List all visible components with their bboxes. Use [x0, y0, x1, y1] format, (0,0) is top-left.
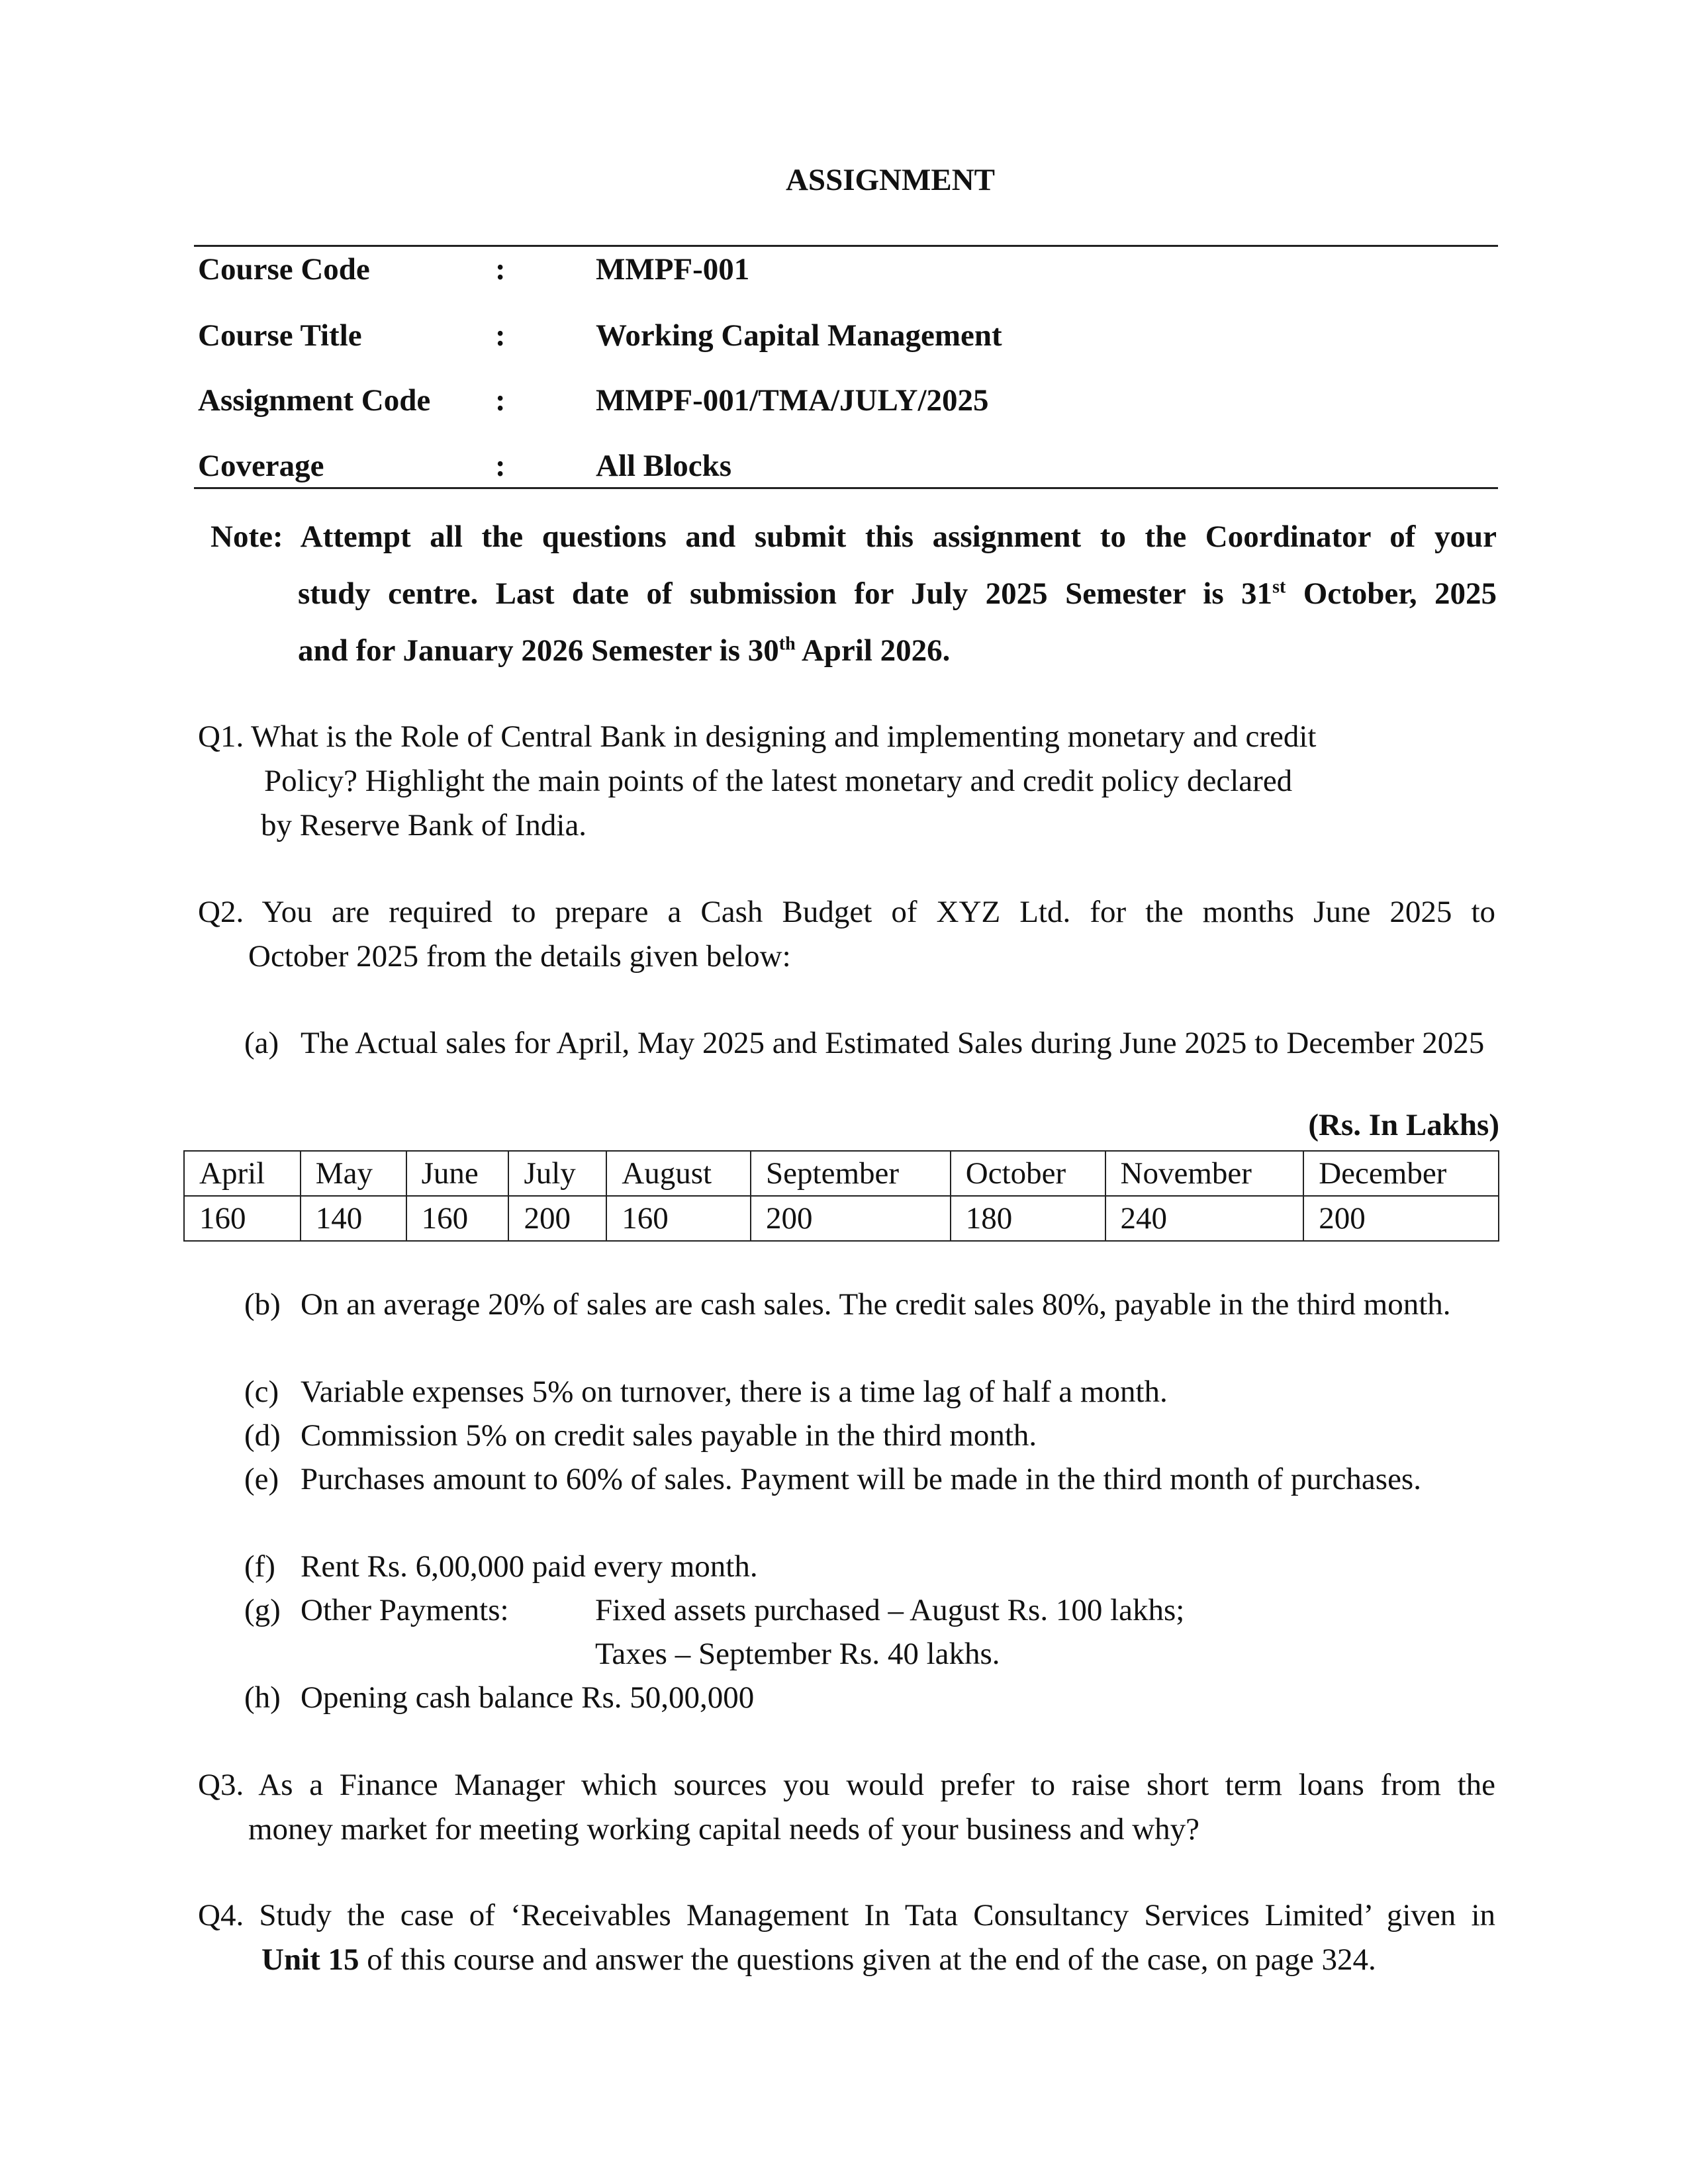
q4-line-2 [198, 1938, 1495, 1982]
unit-reference: Unit 15 [261, 1942, 359, 1977]
item-text: Purchases amount to 60% of sales. Payment will be made in the third month of purchases. [301, 1462, 1421, 1496]
item-label: (b) [244, 1287, 281, 1322]
item-label: (c) [244, 1375, 279, 1409]
q2-item-h [244, 1676, 1495, 1719]
meta-colon: : [495, 252, 506, 287]
sales-cell: 200 [1303, 1196, 1499, 1241]
q1-line-1: Q1. What is the Role of Central Bank in designing and implementing monetary and credit [198, 719, 1317, 754]
meta-label: Assignment Code [198, 383, 431, 418]
meta-course-title [198, 318, 1495, 359]
note-prefix: Note: [211, 520, 283, 554]
sales-cell: 160 [406, 1196, 509, 1241]
meta-value: All Blocks [596, 449, 732, 483]
item-label: (e) [244, 1462, 279, 1496]
other-payments-line-2: Taxes – September Rs. 40 lakhs. [595, 1637, 1000, 1671]
month-cell: October [951, 1151, 1105, 1196]
month-cell: April [184, 1151, 301, 1196]
month-cell: August [606, 1151, 751, 1196]
meta-coverage [198, 448, 1495, 489]
item-text: Commission 5% on credit sales payable in the third month. [301, 1418, 1037, 1453]
note-line-3: and for January 2026 Semester is 30 [298, 633, 779, 668]
month-cell: June [406, 1151, 509, 1196]
item-text: Rent Rs. 6,00,000 paid every month. [301, 1549, 758, 1584]
meta-label: Course Code [198, 252, 370, 287]
month-cell: September [751, 1151, 951, 1196]
meta-label: Coverage [198, 449, 324, 483]
item-text: The Actual sales for April, May 2025 and Estimated Sales during June 2025 to December 2025 [301, 1026, 1485, 1060]
item-text: Variable expenses 5% on turnover, there is a time lag of half a month. [301, 1375, 1168, 1409]
q2-item-g [244, 1588, 1495, 1676]
question-4 [198, 1893, 1495, 1982]
note-line-3-end: April 2026. [801, 633, 951, 668]
sales-cell: 200 [751, 1196, 951, 1241]
sales-cell: 160 [606, 1196, 751, 1241]
question-2 [198, 890, 1495, 979]
q2-item-e [244, 1457, 1495, 1501]
note-line-1: Attempt all the questions and submit this assignment to the Coordinator of your [300, 520, 1497, 554]
meta-colon: : [495, 449, 506, 483]
q2-line-2: October 2025 from the details given below: [248, 939, 791, 974]
meta-assignment-code [198, 383, 1495, 424]
meta-colon: : [495, 383, 506, 418]
note-superscript: st [1272, 576, 1286, 598]
item-label: (g) [244, 1593, 281, 1627]
sales-table [183, 1150, 1499, 1242]
meta-colon: : [495, 318, 506, 353]
top-rule [194, 245, 1498, 247]
submission-note [211, 508, 1497, 679]
meta-value: MMPF-001 [596, 252, 750, 287]
month-cell: May [301, 1151, 406, 1196]
q2-item-a [244, 1021, 1495, 1065]
item-label: (f) [244, 1549, 275, 1584]
sales-cell: 180 [951, 1196, 1105, 1241]
item-label: (d) [244, 1418, 281, 1453]
sales-header-row [184, 1151, 1499, 1196]
meta-course-code [198, 251, 1495, 293]
meta-label: Course Title [198, 318, 362, 353]
q2-item-f [244, 1545, 1495, 1588]
item-text: On an average 20% of sales are cash sales. The credit sales 80%, payable in the third month. [301, 1287, 1451, 1322]
q1-line-3: by Reserve Bank of India. [261, 808, 587, 842]
note-line-2-end: October, 2025 [1303, 576, 1497, 611]
meta-value: MMPF-001/TMA/JULY/2025 [596, 383, 989, 418]
q4-line-2-rest: of this course and answer the questions given at the end of the case, on page 324. [359, 1942, 1376, 1977]
other-payments-title: Other Payments: [301, 1593, 509, 1627]
q1-line-2: Policy? Highlight the main points of the latest monetary and credit policy declared [264, 764, 1293, 798]
bottom-rule [194, 487, 1498, 489]
q3-line-1: Q3. As a Finance Manager which sources you would prefer to raise short term loans from the [198, 1768, 1495, 1802]
question-3 [198, 1763, 1495, 1852]
item-text [301, 1588, 1495, 1676]
q2-item-b [244, 1283, 1495, 1326]
note-line-2: study centre. Last date of submission for July 2025 Semester is 31 [298, 576, 1273, 611]
q4-line-1: Q4. Study the case of ‘Receivables Management In Tata Consultancy Services Limited’ given in [198, 1898, 1495, 1933]
sales-cell: 160 [184, 1196, 301, 1241]
sales-value-row [184, 1196, 1499, 1241]
item-label: (a) [244, 1026, 279, 1060]
q3-line-2: money market for meeting working capital needs of your business and why? [248, 1812, 1200, 1846]
month-cell: November [1105, 1151, 1304, 1196]
note-superscript: th [778, 633, 796, 655]
page-title: ASSIGNMENT [785, 163, 995, 197]
question-1 [198, 715, 1495, 848]
sales-cell: 240 [1105, 1196, 1304, 1241]
sales-cell: 140 [301, 1196, 406, 1241]
item-text: Opening cash balance Rs. 50,00,000 [301, 1680, 755, 1715]
sales-unit: (Rs. In Lakhs) [1308, 1108, 1499, 1142]
month-cell: July [508, 1151, 606, 1196]
meta-value: Working Capital Management [596, 318, 1002, 353]
month-cell: December [1303, 1151, 1499, 1196]
q2-item-c [244, 1370, 1495, 1414]
other-payments-line-1: Fixed assets purchased – August Rs. 100 lakhs; [595, 1593, 1185, 1627]
sales-cell: 200 [508, 1196, 606, 1241]
q2-item-d [244, 1414, 1495, 1457]
item-label: (h) [244, 1680, 281, 1715]
q2-line-1: Q2. You are required to prepare a Cash Budget of XYZ Ltd. for the months June 2025 to [198, 895, 1495, 929]
